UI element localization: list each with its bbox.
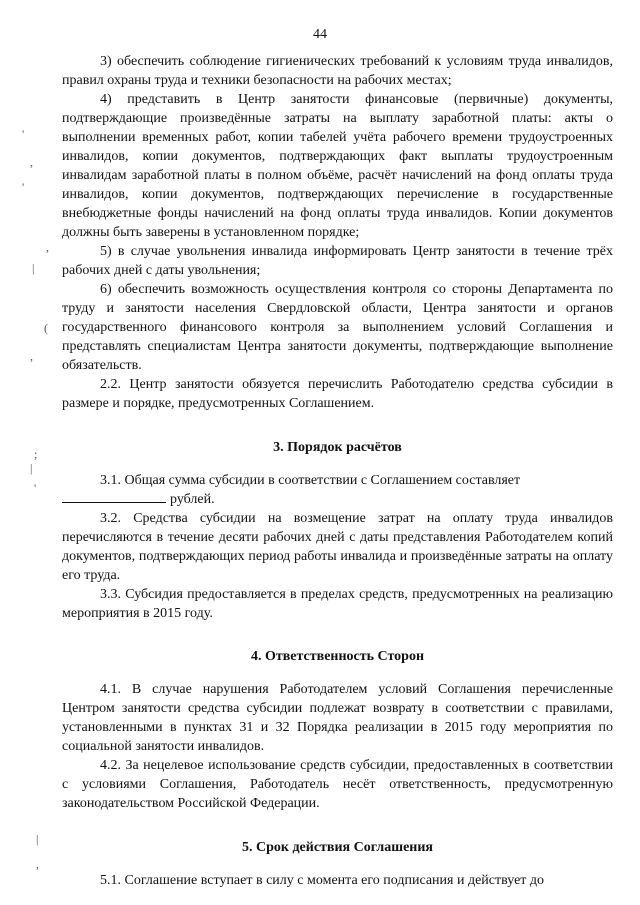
paragraph-5-1: 5.1. Соглашение вступает в силу с момента его подписания и действует до — [100, 873, 545, 888]
margin-mark: ( — [44, 321, 48, 335]
margin-mark: ' — [22, 180, 25, 194]
sum-blank-line — [62, 490, 166, 503]
paragraph-3-1 — [62, 471, 613, 509]
margin-mark: ; — [34, 447, 38, 461]
paragraph-2-1-3: 3) обеспечить соблюдение гигиенических требований к условиям труда инвалидов, правил охраны труда и техники безопасности на рабочих местах; — [62, 54, 613, 88]
paragraph-3-2: 3.2. Средства субсидии на возмещение затрат на оплату труда инвалидов перечисляются в течение десяти рабочих дней с даты представления Работодателем копий документов, подтверждающих период работы инвалида и произведённые затраты на оплату его труда. — [62, 511, 613, 583]
margin-mark: ' — [22, 127, 25, 141]
margin-mark: | — [32, 261, 35, 275]
paragraph-2-1-6: 6) обеспечить возможность осуществления контроля со стороны Департамента по труду и занятости населения Свердловской области, Центра занятости и органов государственного финансового контроля за выполнением условий Соглашения и представлять специалистам Центра занятости документы, подтверждающие выполнение обязательств. — [62, 282, 613, 373]
margin-mark: ' — [34, 481, 37, 495]
margin-mark: , — [30, 155, 33, 169]
margin-mark: , — [46, 240, 49, 254]
paragraph-2-1-4: 4) представить в Центр занятости финансовые (первичные) документы, подтверждающие произведённые затраты на выплату заработной платы: акты о выполнении временных работ, копии табелей учёта рабочего времени трудоустроенных инвалидов, копии документов, подтверждающих факт выплаты трудоустроенным инвалидам заработной платы в полном объёме, расчёт начислений на фонд оплаты труда инвалидов, копии документов, подтверждающих перечисление в государственные внебюджетные фонды начислений на фонд оплаты труда инвалидов. Копии документов должны быть заверены в установленном порядке; — [62, 92, 613, 240]
paragraph-3-1-suffix: рублей. — [170, 492, 215, 507]
paragraph-3-3: 3.3. Субсидия предоставляется в пределах средств, предусмотренных на реализацию мероприятия в 2015 году. — [62, 587, 613, 621]
paragraph-2-2: 2.2. Центр занятости обязуется перечислить Работодателю средства субсидии в размере и порядке, предусмотренных Соглашением. — [62, 377, 613, 411]
section-3-heading: 3. Порядок расчётов — [273, 440, 402, 455]
paragraph-4-1: 4.1. В случае нарушения Работодателем условий Соглашения перечисленные Центром занятости средства субсидии подлежат возврату в соответствии с правилами, установленными в пунктах 31 и 32 Порядка реализации в 2015 году мероприятия по социальной занятости инвалидов. — [62, 682, 613, 754]
paragraph-3-1-text: 3.1. Общая сумма субсидии в соответствии с Соглашением составляет — [100, 473, 521, 488]
paragraph-2-1-5: 5) в случае увольнения инвалида информировать Центр занятости в течение трёх рабочих дней с даты увольнения; — [62, 244, 613, 278]
margin-mark: | — [30, 461, 33, 475]
margin-mark: , — [36, 857, 39, 871]
margin-mark: , — [30, 349, 33, 363]
section-4-heading: 4. Ответственность Сторон — [250, 649, 425, 664]
paragraph-4-2: 4.2. За нецелевое использование средств субсидии, предоставленных в соответствии с условиями Соглашения, Работодатель несёт ответственность, предусмотренную законодательством Российской Федерации. — [62, 758, 613, 811]
margin-mark: | — [36, 832, 39, 846]
page-number: 44 — [313, 27, 327, 42]
section-5-heading: 5. Срок действия Соглашения — [242, 840, 433, 855]
document-body — [62, 52, 613, 890]
